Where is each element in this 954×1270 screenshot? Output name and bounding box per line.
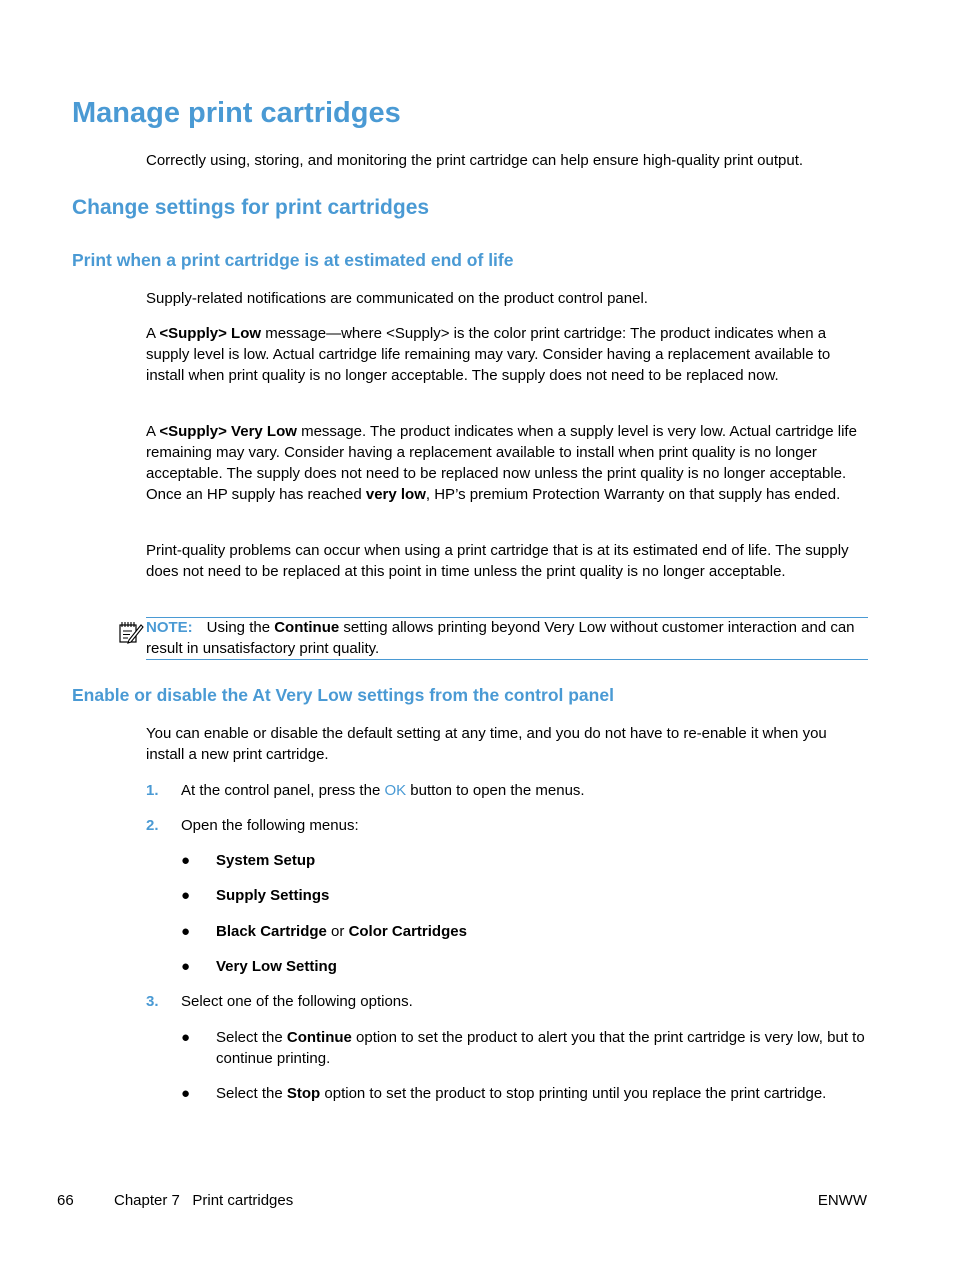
step-number: 3. [146, 993, 159, 1010]
bullet-icon: ● [181, 923, 191, 940]
option-item: Select the Stop option to set the product to stop printing until you replace the print cartridge. [216, 1085, 827, 1102]
footer-chapter: Chapter 7 Print cartridges [114, 1192, 294, 1209]
continue-term: Continue [274, 619, 340, 636]
step-number: 1. [146, 782, 159, 799]
step-text: Select one of the following options. [181, 993, 413, 1010]
very-low-term: very low [365, 486, 426, 503]
menu-item: Very Low Setting [216, 958, 337, 975]
menu-item: System Setup [216, 852, 316, 869]
paragraph-enable-disable: You can enable or disable the default setting at any time, and you do not have to re-enable it when you install a new print cartridge. [146, 725, 827, 763]
paragraph-print-quality: Print-quality problems can occur when using a print cartridge that is at its estimated end of life. The supply does not need to be replaced at this point in time unless the print quality is no longer acceptable. [146, 542, 849, 580]
step-number: 2. [146, 817, 159, 834]
footer-page-number: 66 [57, 1192, 74, 1209]
menu-item: Supply Settings [216, 887, 330, 904]
bullet-icon: ● [181, 1029, 191, 1046]
footer-locale: ENWW [817, 1192, 867, 1209]
note-bottom-rule [146, 659, 868, 660]
paragraph-supply-low: A <Supply> Low message—where <Supply> is the color print cartridge: The product indicates when a supply level is low. Actual cartridge life remaining may vary. Consider having a replacement available to install when print quality is no longer acceptable. The supply does not need to be replaced now. [146, 325, 831, 384]
step-text: Open the following menus: [181, 817, 359, 834]
bullet-icon: ● [181, 958, 191, 975]
page-title: Manage print cartridges [72, 97, 401, 129]
paragraph-notifications: Supply-related notifications are communicated on the product control panel. [146, 290, 648, 307]
option-item: Select the Continue option to set the product to alert you that the print cartridge is very low, but to continue printing. [216, 1029, 865, 1067]
subsection-heading-end-of-life: Print when a print cartridge is at estimated end of life [72, 250, 514, 270]
step-text: At the control panel, press the OK button to open the menus. [181, 782, 585, 799]
paragraph-supply-very-low: A <Supply> Very Low message. The product indicates when a supply level is very low. Actual cartridge life remaining may vary. Consider having a replacement available to install when print quality is no longer acceptable. The supply does not need to be replaced now unless the print quality is no longer acceptable. Once an HP supply has reached very low, HP’s premium Protection Warranty on that supply has ended. [146, 423, 857, 503]
subsection-heading-very-low-settings: Enable or disable the At Very Low settings from the control panel [72, 685, 614, 705]
menu-item: Black Cartridge or Color Cartridges [216, 923, 467, 940]
bullet-icon: ● [181, 887, 191, 904]
bullet-icon: ● [181, 852, 191, 869]
supply-very-low-term: <Supply> Very Low [159, 423, 297, 440]
note-text: NOTE: Using the Continue setting allows printing beyond Very Low without customer interaction and can result in unsatisfactory print quality. [146, 619, 855, 657]
bullet-icon: ● [181, 1085, 191, 1102]
supply-low-term: <Supply> Low [159, 325, 262, 342]
ok-key-label: OK [384, 782, 407, 799]
intro-paragraph: Correctly using, storing, and monitoring the print cartridge can help ensure high-quality print output. [146, 152, 804, 169]
note-icon [118, 620, 144, 644]
section-heading: Change settings for print cartridges [72, 196, 430, 219]
note-label: NOTE: [146, 619, 193, 636]
